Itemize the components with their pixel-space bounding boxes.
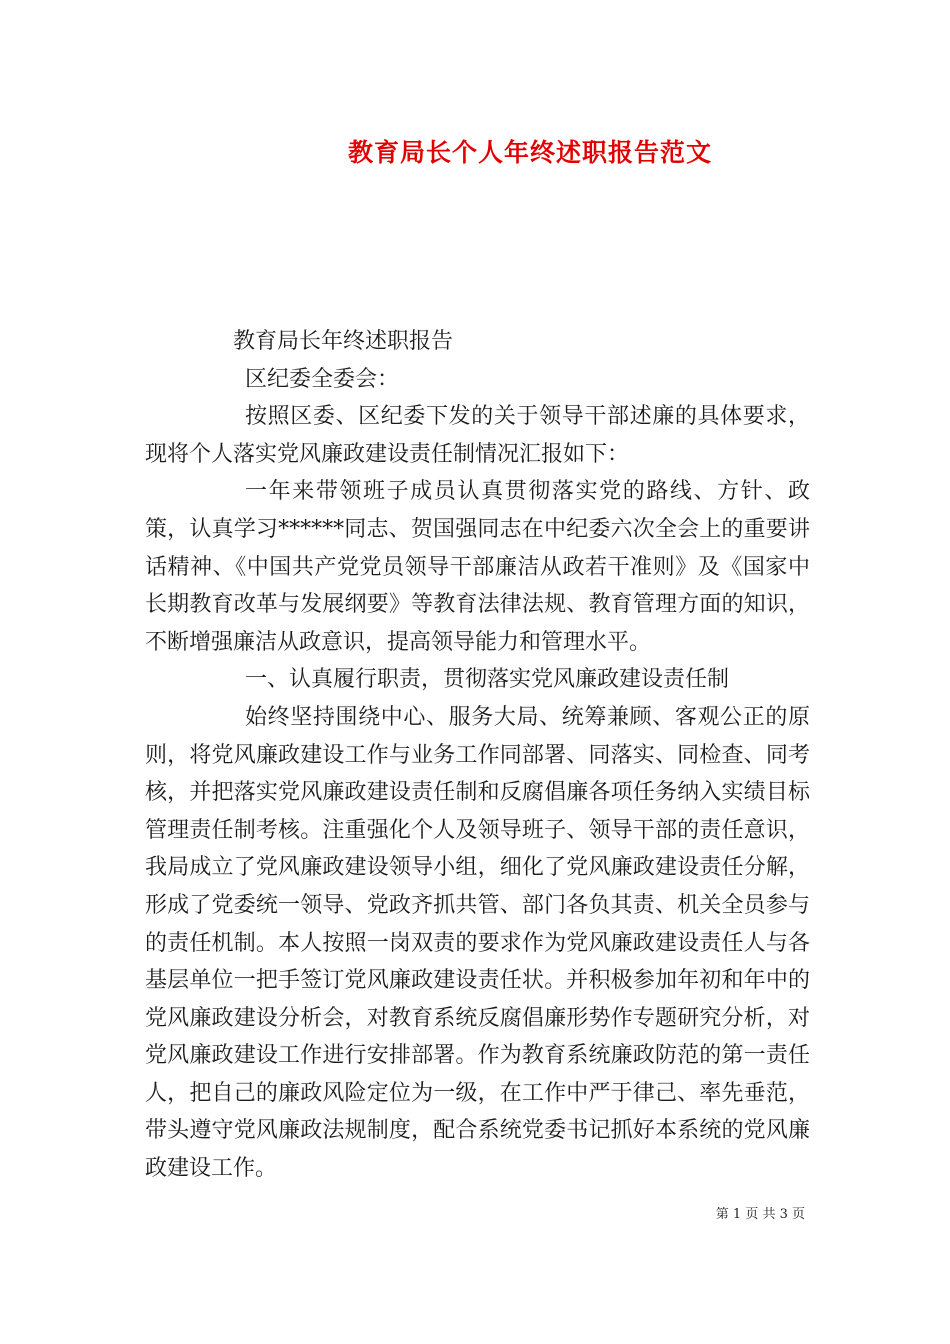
report-subtitle: 教育局长年终述职报告 xyxy=(233,329,454,354)
section-heading-1: 一、认真履行职责，贯彻落实党风廉政建设责任制 xyxy=(245,667,730,693)
page-number: 第 1 页 共 3 页 xyxy=(715,1207,805,1222)
salutation: 区纪委全委会： xyxy=(245,366,400,392)
paragraph-intro: 按照区委、区纪委下发的关于领导干部述廉的具体要求，现将个人落实党风廉政建设责任制情况汇报如下： xyxy=(145,404,810,467)
paragraph-study: 一年来带领班子成员认真贯彻落实党的路线、方针、政策，认真学习******同志、贺国强同志在中纪委六次全会上的重要讲话精神、《中国共产党党员领导干部廉洁从政若干准则》及《国家中长期教育改革与发展纲要》等教育法律法规、教育管理方面的知识，不断增强廉洁从政意识，提高领导能力和管理水平。 xyxy=(145,479,810,655)
document-body xyxy=(145,323,810,1188)
document-title: 教育局长个人年终述职报告范文 xyxy=(347,138,712,167)
paragraph-responsibility: 始终坚持围绕中心、服务大局、统筹兼顾、客观公正的原则，将党风廉政建设工作与业务工作同部署、同落实、同检查、同考核，并把落实党风廉政建设责任制和反腐倡廉各项任务纳入实绩目标管理责任制考核。注重强化个人及领导班子、领导干部的责任意识，我局成立了党风廉政建设领导小组，细化了党风廉政建设责任分解，形成了党委统一领导、党政齐抓共管、部门各负其责、机关全员参与的责任机制。本人按照一岗双责的要求作为党风廉政建设责任人与各基层单位一把手签订党风廉政建设责任状。并积极参加年初和年中的党风廉政建设分析会，对教育系统反腐倡廉形势作专题研究分析，对党风廉政建设工作进行安排部署。作为教育系统廉政防范的第一责任人，把自己的廉政风险定位为一级，在工作中严于律己、率先垂范，带头遵守党风廉政法规制度，配合系统党委书记抓好本系统的党风廉政建设工作。 xyxy=(145,704,810,1182)
